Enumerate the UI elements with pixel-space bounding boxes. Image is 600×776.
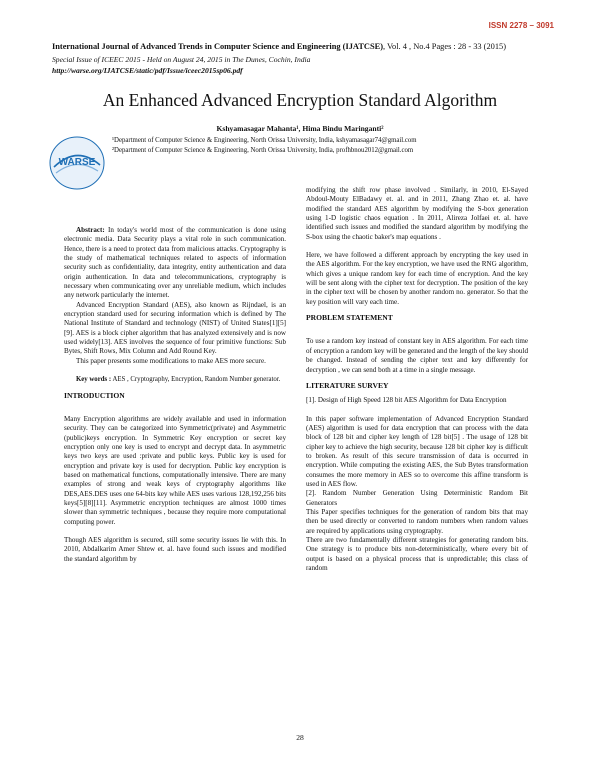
warse-logo — [48, 135, 106, 191]
abstract-label: Abstract: — [76, 226, 105, 234]
literature-paragraph-3: There are two fundamentally different strategies for generating random bits. One strategy is to produce bits non-deterministically, where every bit of output is based on a physical process that is unpredictable; this class of random — [306, 536, 528, 573]
abstract-paragraph-3: This paper presents some modifications to make AES more secure. — [76, 356, 266, 365]
left-column — [64, 226, 286, 564]
introduction-heading: INTRODUCTION — [64, 390, 125, 400]
journal-line — [52, 42, 506, 51]
intro-paragraph-1: Many Encryption algorithms are widely available and used in information security. They can be categorized into Symmetric(private) and Asymmetric (public)keys encryption. In Symmetric Key encryption or secret key encryption only one key is used to encrypt and decrypt data. In asymmetric keys two keys are used :private and public keys. Public key is used for encryption and private key is used for decryption. Public key encryption is based on mathematical functions, computationally intensive. There are many examples of strong and weak keys of cryptography algorithms like DES,AES.DES uses one 64-bits key while AES uses various 128,192,256 bits keys[5][8][11]. Asymmetric encryption techniques are almost 1000 times slower than symmetric techniques , because they require more computational computing power. — [64, 414, 286, 526]
issn-label: ISSN 2278 – 3091 — [488, 21, 554, 30]
keywords-label: Key words : — [76, 376, 112, 384]
journal-name: International Journal of Advanced Trends in Computer Science and Engineering (IJATCSE) — [52, 42, 384, 51]
authors: Kshyamasagar Mahanta¹, Hima Bindu Maringanti² — [216, 124, 384, 133]
intro-paragraph-2: Though AES algorithm is secured, still some security issues lie with this. In 2010, Abdalkarim Amer Shtew et. al. have found such issues and modified the standard algorithm by — [64, 535, 286, 563]
keywords: Key words : AES , Cryptography, Encryption, Random Number generator. — [76, 376, 281, 384]
literature-paragraph-1: In this paper software implementation of Advanced Encryption Standard (AES) algorithm is used for data encryption that can process with the data block of 128 bit and cipher key length of 128 bit[5] . The usage of 128 bit cipher key to achieve the high security, because 128 bit cipher key is difficult to broken. As result of this secure transmission of data is occurred in encryption. While computing the existing AES, the Sub Bytes transformation consumes the more memory in AES so to overcome this affine transform is used in AES flow. — [306, 414, 528, 488]
page-number: 28 — [296, 733, 304, 742]
journal-details: , Vol. 4 , No.4 Pages : 28 - 33 (2015) — [383, 42, 507, 51]
literature-paragraph-2: This Paper specifies techniques for the generation of random bits that may then be used directly or converted to random numbers when random values are required by applications using cryptography. — [306, 507, 528, 535]
problem-statement-heading: PROBLEM STATEMENT — [306, 313, 393, 323]
special-issue: Special Issue of ICEEC 2015 - Held on August 24, 2015 in The Dunes, Cochin, India — [52, 55, 311, 64]
abstract-paragraph: Abstract: In today's world most of the communication is done using electronic media. Data Security plays a vital role in such communication. Hence, there is a need to protect data from malicious attacks. Cryptography is the study of mathematical techniques related to aspects of information security such as confidentiality, data integrity, entity authentication and data origin authentication. In data and telecommunications, cryptography is necessary when communicating over any unreliable medium, which includes any network particularly the internet. — [64, 226, 286, 300]
paper-title: An Enhanced Advanced Encryption Standard Algorithm — [102, 90, 498, 110]
problem-statement-paragraph: To use a random key instead of constant key in AES algorithm. For each time of encryption a random key will be generated and the length of the key should be changed. Instead of sending the cipher text and key differently for decryption , we can send both at a time in a single message. — [306, 337, 528, 374]
literature-survey-heading: LITERATURE SURVEY — [306, 380, 389, 390]
paper-url[interactable]: http://warse.org/IJATCSE/static/pdf/Issue/iceec2015sp06.pdf — [52, 66, 243, 75]
right-column — [306, 186, 528, 573]
abstract-paragraph-2: Advanced Encryption Standard (AES), also known as Rijndael, is an encryption standard used for securing information which is defined by The National Institute of Standard and technology (NIST) of United States[1][5][9]. AES is a block cipher algorithm that has analyzed extensively and is now used widely[13]. AES involves the sequence of four primitive functions: Sub Bytes, Shift Rows, Mix Column and Add Round Key. — [64, 300, 286, 356]
affiliation-2: ²Department of Computer Science & Engineering, North Orissa University, India, profhbnou2012@gmail.com — [112, 147, 414, 154]
affiliation-1: ¹Department of Computer Science & Engineering, North Orissa University, India, kshyamasagar74@gmail.com — [112, 137, 417, 144]
right-paragraph-2: Here, we have followed a different approach by encrypting the key used in the AES algorithm. For the key encryption, we have used the RNG algorithm, which gives a unique random key for each time of encryption. And the key will be sent along with the cipher text for decryption. The position of the key in the cipher text will be chosen by another random no. generator. So that the key position will vary each time. — [306, 251, 528, 306]
logo-text: WARSE — [58, 157, 96, 168]
right-paragraph-1: modifying the shift row phase involved . Similarly, in 2010, El-Sayed Abdoul-Mouty ElBadawy et. al. and in 2011, Zhang Zhao et. al. have modified the standard AES algorithm by modifying the S-box generation using 1-D logistic chaos equation . In 2011, Alireza Jolfaei et. al. have identified such issues and modified the standard algorithm by modifying the S-box using the chaotic baker's map equations . — [306, 186, 528, 241]
literature-ref-1: [1]. Design of High Speed 128 bit AES Algorithm for Data Encryption — [306, 396, 507, 405]
literature-ref-2: [2]. Random Number Generation Using Deterministic Random Bit Generators — [306, 489, 528, 507]
